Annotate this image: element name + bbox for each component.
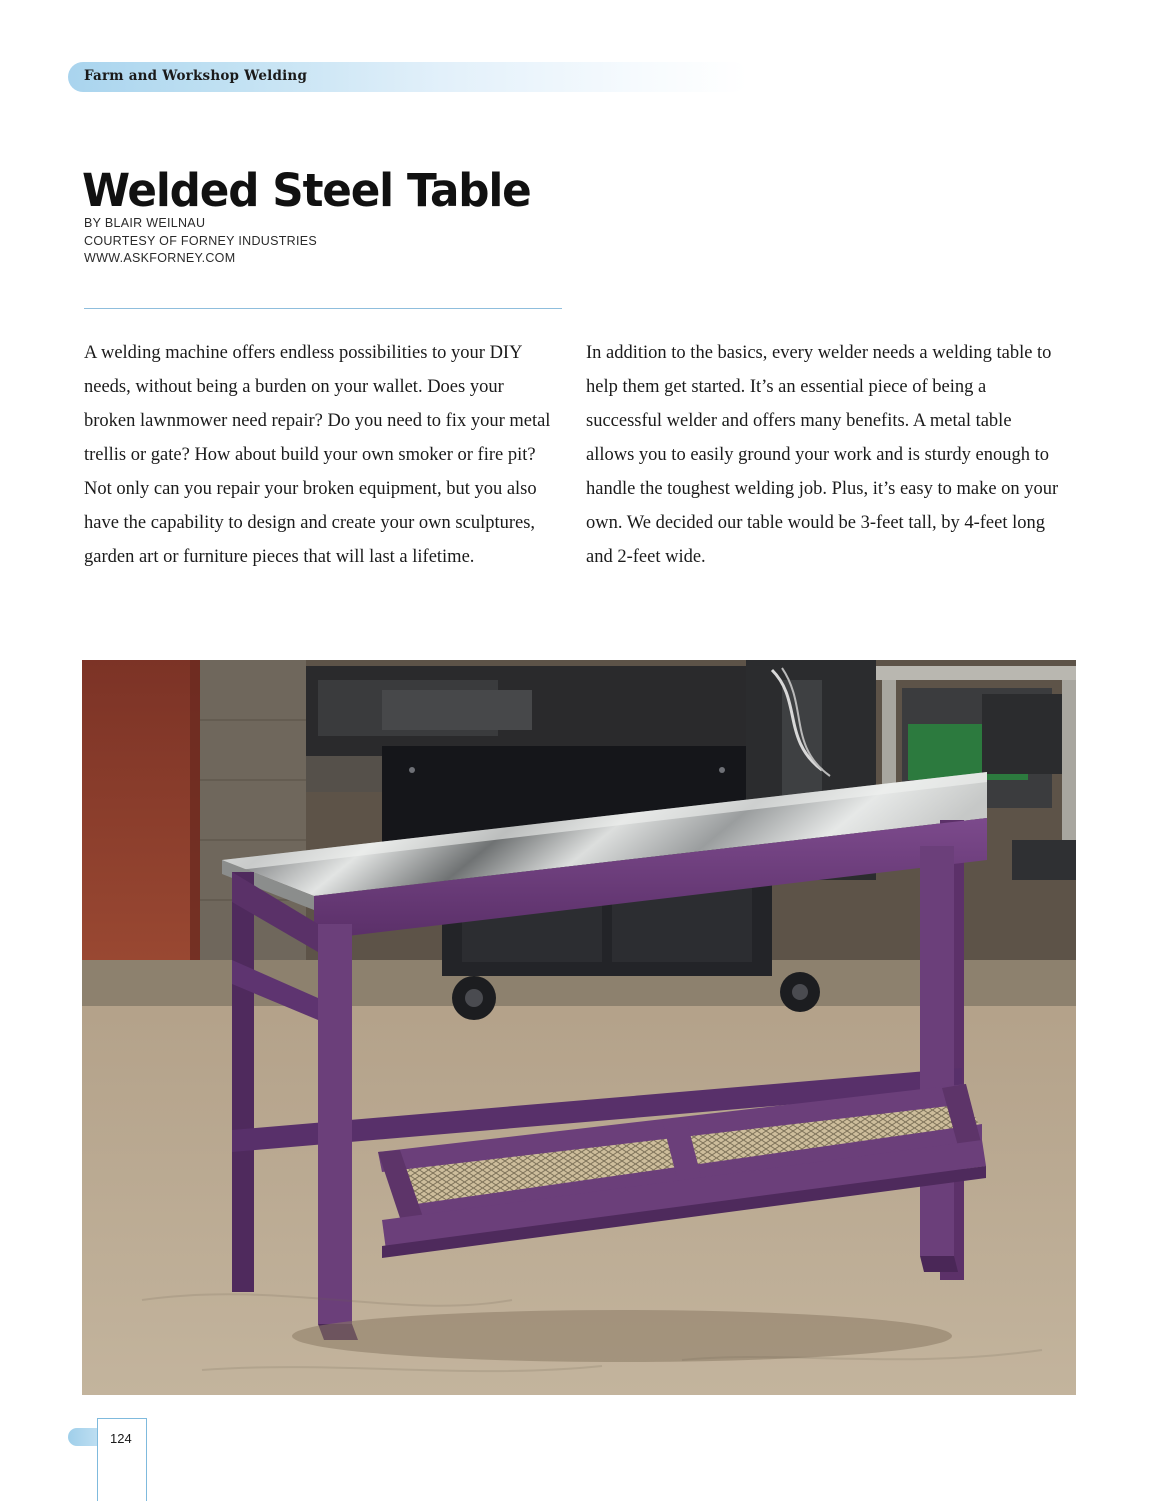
byline bbox=[84, 215, 317, 268]
page-title: Welded Steel Table bbox=[82, 164, 531, 218]
page-number: 124 bbox=[110, 1431, 132, 1446]
body-column-left: A welding machine offers endless possibilities to your DIY needs, without being a burden on your wallet. Does your broken lawnmower need repair? Do you need to fix your metal trellis or gate? How about build your own smoker or fire pit? Not only can you repair your broken equipment, but you also have the capability to design and create your own sculptures, garden art or furniture pieces that will last a lifetime. bbox=[84, 343, 551, 567]
photo-illustration bbox=[82, 660, 1076, 1395]
byline-website: WWW.ASKFORNEY.COM bbox=[84, 251, 236, 265]
byline-author: BY BLAIR WEILNAU bbox=[84, 216, 206, 230]
body-column-right: In addition to the basics, every welder needs a welding table to help them get started. It’s an essential piece of being a successful welder and offers many benefits. A metal table allows you to easily ground your work and is sturdy enough to handle the toughest welding job. Plus, it’s easy to make on your own. We decided our table would be 3-feet tall, by 4-feet long and 2-feet wide. bbox=[586, 343, 1059, 567]
running-head-label: Farm and Workshop Welding bbox=[84, 68, 308, 84]
article-photo bbox=[82, 660, 1076, 1395]
byline-courtesy: COURTESY OF FORNEY INDUSTRIES bbox=[84, 233, 318, 248]
divider-rule bbox=[84, 308, 562, 309]
